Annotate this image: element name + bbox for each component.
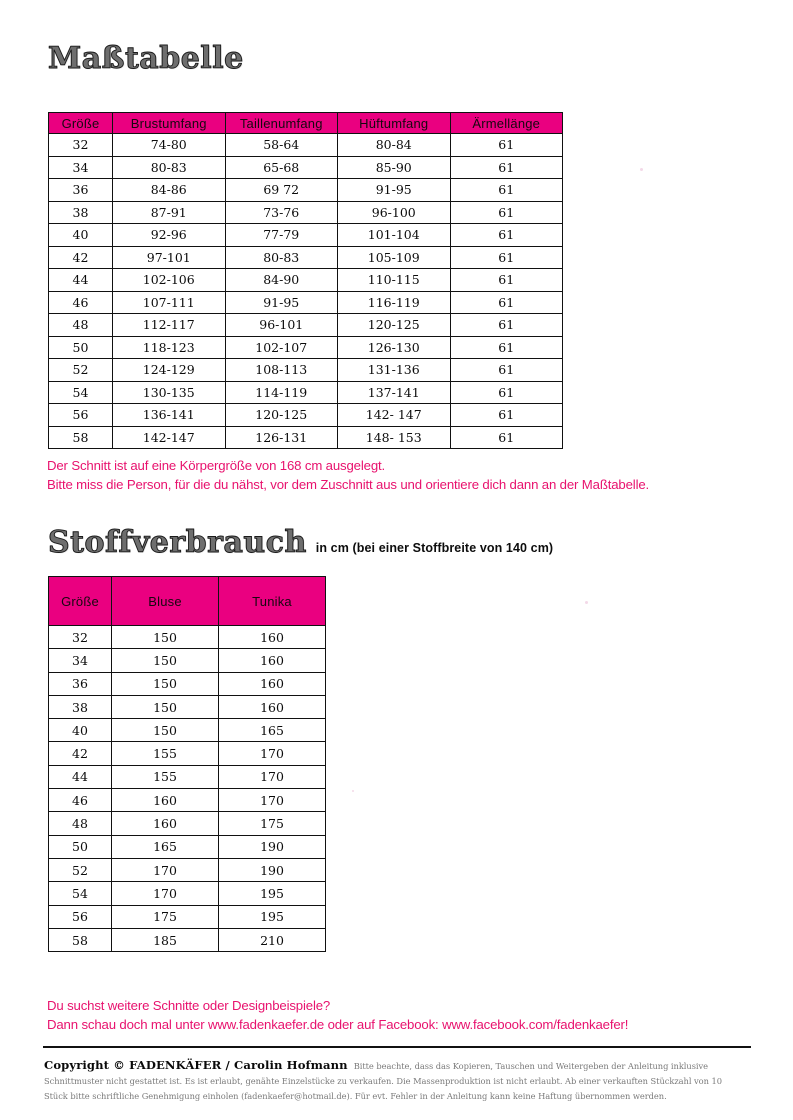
footer-fineprint-line-1: Bitte beachte, dass das Kopieren, Tauschen und Weitergeben der Anleitung inklusive [353,1061,709,1071]
table-row [49,156,563,179]
table-row [49,134,563,157]
cell-size: 54 [49,381,113,404]
cell-size: 52 [49,858,112,881]
cell-size: 36 [49,179,113,202]
cell-tunika: 195 [219,905,326,928]
cell-tunika: 190 [219,858,326,881]
scan-speck [640,168,643,171]
cell-tunika: 170 [219,789,326,812]
cell-sleeve: 61 [450,336,563,359]
cell-bluse: 175 [112,905,219,928]
cell-hip: 110-115 [338,269,451,292]
column-header-groesse: Größe [49,577,112,626]
cell-size: 58 [49,426,113,449]
cell-waist: 65-68 [225,156,338,179]
cell-size: 54 [49,882,112,905]
cell-size: 32 [49,626,112,649]
cell-bust: 74-80 [113,134,226,157]
cell-tunika: 195 [219,882,326,905]
cell-tunika: 160 [219,672,326,695]
cell-bust: 112-117 [113,314,226,337]
cell-size: 48 [49,314,113,337]
table-row [49,742,326,765]
cell-size: 46 [49,291,113,314]
cell-size: 42 [49,246,113,269]
table-row [49,695,326,718]
cell-bluse: 155 [112,742,219,765]
heading-stoffverbrauch-note: in cm (bei einer Stoffbreite von 140 cm) [315,541,554,555]
cell-bluse: 165 [112,835,219,858]
cell-waist: 126-131 [225,426,338,449]
cell-waist: 58-64 [225,134,338,157]
footer-fineprint [44,1074,756,1105]
table-row [49,649,326,672]
column-header-brustumfang: Brustumfang [113,113,226,134]
heading-stoffverbrauch-text: Stoffverbrauch [48,525,307,560]
cell-size: 48 [49,812,112,835]
cell-tunika: 160 [219,649,326,672]
cell-bluse: 160 [112,789,219,812]
cell-hip: 101-104 [338,224,451,247]
cell-size: 42 [49,742,112,765]
cell-size: 50 [49,336,113,359]
cell-sleeve: 61 [450,179,563,202]
cell-bluse: 150 [112,719,219,742]
cell-size: 44 [49,269,113,292]
table-row [49,719,326,742]
cell-bust: 92-96 [113,224,226,247]
footer-divider [43,1046,751,1048]
measurements-table [48,112,563,449]
cell-size: 38 [49,201,113,224]
cell-bust: 124-129 [113,359,226,382]
table-row [49,626,326,649]
cell-waist: 108-113 [225,359,338,382]
cell-sleeve: 61 [450,269,563,292]
cell-bluse: 160 [112,812,219,835]
scan-speck [585,601,588,604]
cell-bust: 142-147 [113,426,226,449]
promo-note-line-2[interactable]: Dann schau doch mal unter www.fadenkaefer.de oder auf Facebook: www.facebook.com/fadenkaefer! [47,1016,629,1032]
cell-tunika: 175 [219,812,326,835]
table-row [49,404,563,427]
cell-bust: 102-106 [113,269,226,292]
cell-hip: 142- 147 [338,404,451,427]
cell-sleeve: 61 [450,156,563,179]
cell-bust: 118-123 [113,336,226,359]
footer-fineprint-line-2: Schnittmuster nicht gestattet ist. Es ist erlaubt, genähte Einzelstücke zu verkaufen. Die Massenproduktion ist nicht erlaubt. Ab einer verkauften Stückzahl von 10 [44,1076,722,1086]
cell-bust: 136-141 [113,404,226,427]
table-row [49,789,326,812]
footer-fineprint-line-3: Stück bitte schriftliche Genehmigung einholen (fadenkaefer@hotmail.de). Für evt. Fehler in der Anleitung kann keine Haftung übernommen werden. [44,1091,667,1102]
cell-bluse: 170 [112,858,219,881]
cell-size: 58 [49,928,112,951]
promo-note [47,997,628,1034]
cell-sleeve: 61 [450,291,563,314]
table-row [49,765,326,788]
cell-sleeve: 61 [450,134,563,157]
table-row [49,179,563,202]
cell-waist: 69 72 [225,179,338,202]
cell-bluse: 150 [112,649,219,672]
cell-hip: 137-141 [338,381,451,404]
cell-bust: 84-86 [113,179,226,202]
cell-sleeve: 61 [450,404,563,427]
table-row [49,291,563,314]
cell-waist: 84-90 [225,269,338,292]
cell-sleeve: 61 [450,381,563,404]
cell-size: 38 [49,695,112,718]
cell-size: 56 [49,905,112,928]
cell-sleeve: 61 [450,224,563,247]
cell-size: 46 [49,789,112,812]
fabric-consumption-table [48,576,326,952]
table-row [49,812,326,835]
cell-bluse: 150 [112,695,219,718]
note-body-size [47,457,649,494]
cell-size: 36 [49,672,112,695]
table-row [49,359,563,382]
column-header-taillenumfang: Taillenumfang [225,113,338,134]
table-row [49,314,563,337]
cell-hip: 96-100 [338,201,451,224]
table-row [49,882,326,905]
cell-hip: 148- 153 [338,426,451,449]
note-body-size-line-2: Bitte miss die Person, für die du nähst, vor dem Zuschnitt aus und orientiere dich dann an der Maßtabelle. [47,476,650,492]
scan-speck [352,790,354,792]
table-row [49,336,563,359]
table-row [49,201,563,224]
cell-waist: 102-107 [225,336,338,359]
cell-bluse: 170 [112,882,219,905]
table-row [49,858,326,881]
cell-bust: 87-91 [113,201,226,224]
cell-bluse: 185 [112,928,219,951]
section-heading-stoffverbrauch [48,525,554,560]
cell-hip: 120-125 [338,314,451,337]
footer-copyright: Copyright © FADENKÄFER / Carolin Hofmann [44,1058,348,1072]
cell-waist: 91-95 [225,291,338,314]
cell-waist: 77-79 [225,224,338,247]
table-row [49,905,326,928]
cell-waist: 114-119 [225,381,338,404]
table-row [49,269,563,292]
note-body-size-line-1: Der Schnitt ist auf eine Körpergröße von 168 cm ausgelegt. [47,458,386,473]
cell-waist: 73-76 [225,201,338,224]
footer [44,1056,756,1105]
cell-tunika: 165 [219,719,326,742]
column-header-aermellaenge: Ärmellänge [450,113,563,134]
cell-size: 40 [49,719,112,742]
table-row [49,835,326,858]
cell-size: 44 [49,765,112,788]
cell-size: 56 [49,404,113,427]
cell-bust: 97-101 [113,246,226,269]
cell-waist: 96-101 [225,314,338,337]
cell-bust: 130-135 [113,381,226,404]
cell-bust: 80-83 [113,156,226,179]
cell-tunika: 160 [219,695,326,718]
cell-sleeve: 61 [450,201,563,224]
cell-bust: 107-111 [113,291,226,314]
cell-size: 34 [49,649,112,672]
cell-bluse: 150 [112,626,219,649]
cell-size: 40 [49,224,113,247]
cell-sleeve: 61 [450,246,563,269]
table-row [49,672,326,695]
cell-hip: 131-136 [338,359,451,382]
page-title-masstabelle: Maßtabelle [48,41,244,76]
cell-tunika: 190 [219,835,326,858]
cell-sleeve: 61 [450,314,563,337]
cell-sleeve: 61 [450,426,563,449]
cell-hip: 85-90 [338,156,451,179]
cell-size: 50 [49,835,112,858]
cell-bluse: 150 [112,672,219,695]
table-header-row [49,577,326,626]
cell-size: 34 [49,156,113,179]
cell-hip: 80-84 [338,134,451,157]
table-row [49,381,563,404]
table-row [49,246,563,269]
cell-tunika: 170 [219,742,326,765]
column-header-tunika: Tunika [219,577,326,626]
cell-tunika: 170 [219,765,326,788]
column-header-hueftumfang: Hüftumfang [338,113,451,134]
promo-note-line-1: Du suchst weitere Schnitte oder Designbeispiele? [47,998,331,1013]
column-header-groesse: Größe [49,113,113,134]
cell-tunika: 160 [219,626,326,649]
cell-tunika: 210 [219,928,326,951]
cell-hip: 105-109 [338,246,451,269]
cell-size: 32 [49,134,113,157]
table-row [49,426,563,449]
cell-size: 52 [49,359,113,382]
table-row [49,928,326,951]
cell-waist: 80-83 [225,246,338,269]
cell-waist: 120-125 [225,404,338,427]
cell-hip: 126-130 [338,336,451,359]
column-header-bluse: Bluse [112,577,219,626]
cell-hip: 116-119 [338,291,451,314]
cell-sleeve: 61 [450,359,563,382]
table-row [49,224,563,247]
cell-bluse: 155 [112,765,219,788]
table-header-row [49,113,563,134]
cell-hip: 91-95 [338,179,451,202]
